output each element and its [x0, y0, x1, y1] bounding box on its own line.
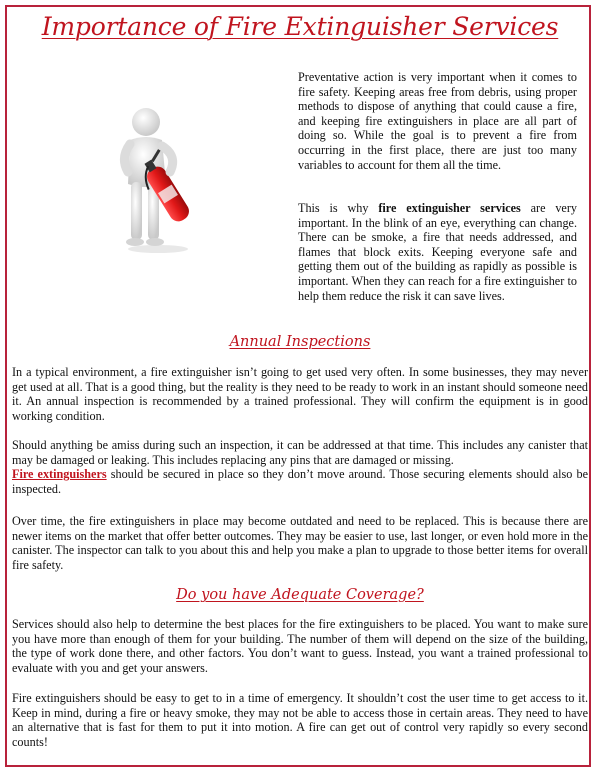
- section2-paragraph-2: Fire extinguishers should be easy to get to in a time of emergency. It shouldn’t cost the user time to get access to it. Keep in mind, during a fire or heavy smoke, they may not be able to access those in certain areas. They need to have an alternative that is fast for them to put it into motion. A fire can get out of control very rapidly so every second counts!: [12, 691, 588, 749]
- section1-paragraph-1: In a typical environment, a fire extinguisher isn’t going to get used very often. In some businesses, they may never get used at all. That is a good thing, but the reality is they need to be ready to work in an instant should someone need it. An annual inspection is recommended by a trained professional. They will confirm the equipment is in good working condition.: [12, 365, 588, 423]
- section2-paragraph-1: Services should also help to determine the best places for the fire extinguishers to be placed. You want to make sure you have more than enough of them for your building. The number of them will depend on the size of the building, the type of work done there, and other factors. You don’t want to guess. Instead, you want a trained professional to evaluate with you and get your answers.: [12, 617, 588, 675]
- intro-paragraph-2: This is why fire extinguisher services are very important. In the blink of an eye, everything can change. There can be smoke, a fire that needs addressed, and flames that block exits. Keeping everyone safe and getting them out of the building as rapidly as possible is important. When they can reach for a fire extinguisher to help them reduce the risk it can save lives.: [298, 201, 577, 303]
- section1-paragraph-2: Should anything be amiss during such an inspection, it can be addressed at that time. This includes any canister that may be damaged or leaking. This includes replacing any pins that are damaged or missing. Fire extinguishers should be secured in place so they don’t move around. Those securing elements should also be inspected.: [12, 438, 589, 496]
- section-heading-adequate-coverage: Do you have Adequate Coverage?: [176, 587, 424, 603]
- section-heading-annual-inspections: Annual Inspections: [229, 334, 371, 350]
- intro-paragraph-1: Preventative action is very important when it comes to fire safety. Keeping areas free from debris, using proper methods to dispose of anything that could cause a fire, and keeping fire extinguishers in place are all part of doing so. While the goal is to prevent a fire from occurring in the first place, there are just too many variables to account for them all the time.: [298, 70, 577, 172]
- page-title: Importance of Fire Extinguisher Services: [41, 12, 559, 41]
- fire-extinguishers-link[interactable]: Fire extinguishers: [12, 467, 107, 482]
- fire-extinguisher-figure-image: [112, 106, 204, 254]
- section1-paragraph-3: Over time, the fire extinguishers in place may become outdated and need to be replaced. This is because there are newer items on the market that offer better outcomes. They may be easier to use, last longer, or even hold more in the canister. The inspector can talk to you about this and help you make a plan to upgrade to those better items for overall fire safety.: [12, 514, 588, 572]
- bold-term: fire extinguisher services: [378, 201, 521, 215]
